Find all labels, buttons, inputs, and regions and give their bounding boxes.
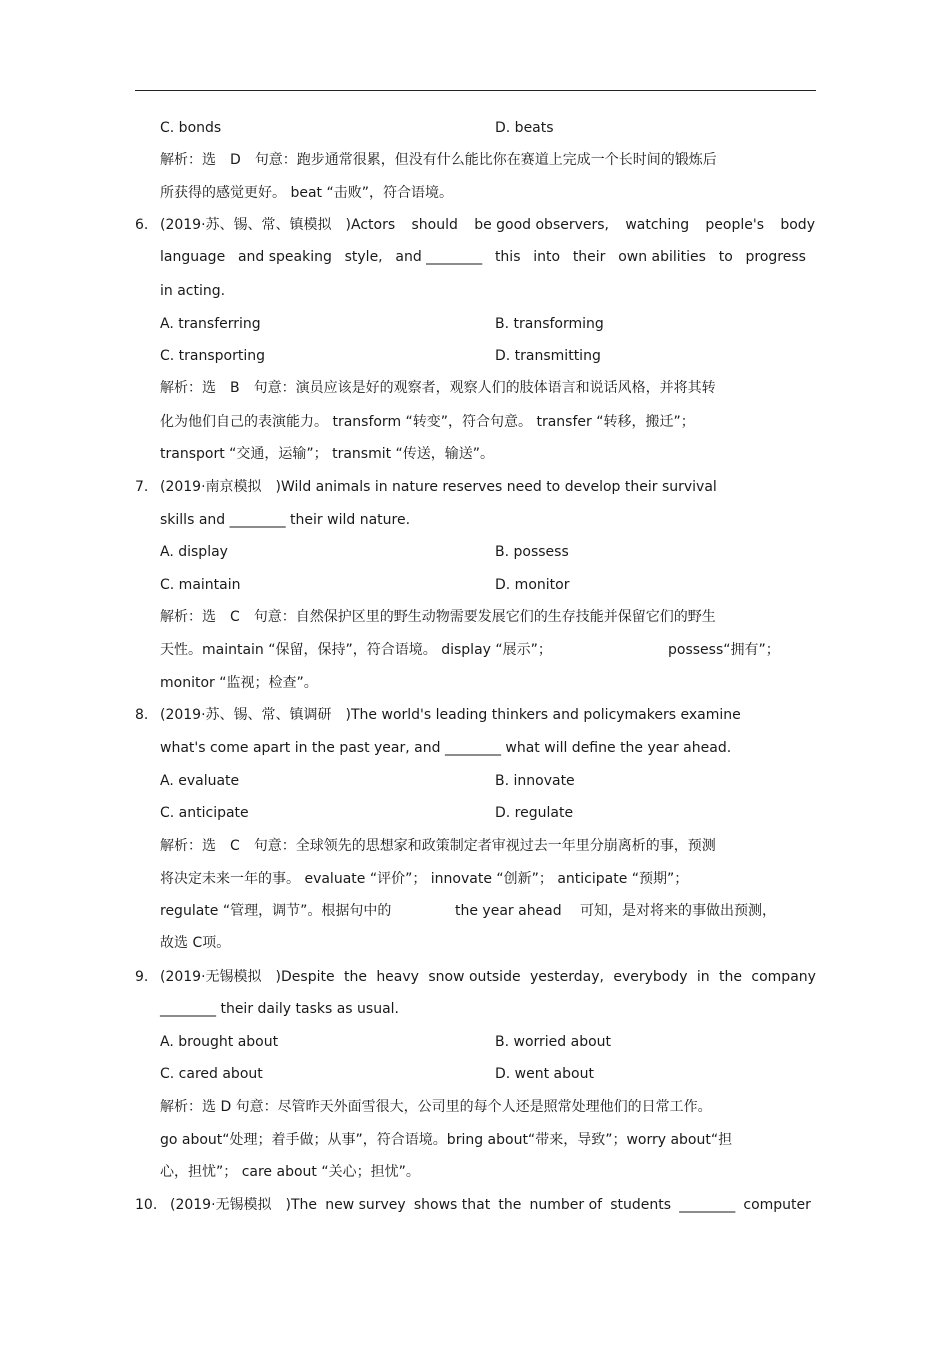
option-b: B. transforming bbox=[495, 316, 604, 332]
question-line: (2019·苏、锡、常、镇调研 )The world's leading thinkers and policymakers examine bbox=[160, 707, 741, 723]
question-line: in acting. bbox=[160, 283, 226, 299]
explanation-line: 可知，是对将来的事做出预测， bbox=[580, 903, 776, 919]
option-c: C. maintain bbox=[160, 577, 241, 593]
explanation-line: go about“处理；着手做；从事”，符合语境。bring about“带来，导致”；worry about“担 bbox=[160, 1132, 733, 1148]
option-c: C. anticipate bbox=[160, 805, 249, 821]
question-line: (2019·苏、锡、常、镇模拟 )Actors should be good observers, watching people's body bbox=[160, 217, 815, 233]
explanation-line: 解析：选 C 句意：全球领先的思想家和政策制定者审视过去一年里分崩离析的事，预测 bbox=[160, 838, 716, 854]
option-d: D. transmitting bbox=[495, 348, 601, 364]
option-a: A. evaluate bbox=[160, 773, 240, 789]
question-number: 10. bbox=[135, 1197, 158, 1213]
explanation-line: 天性。maintain “保留，保持”，符合语境。 display “展示”； bbox=[160, 642, 552, 658]
option-a: A. brought about bbox=[160, 1034, 279, 1050]
header-rule bbox=[135, 90, 816, 91]
option-d: D. beats bbox=[495, 120, 554, 136]
option-b: B. innovate bbox=[495, 773, 575, 789]
question-line: (2019·南京模拟 )Wild animals in nature reserves need to develop their survival bbox=[160, 479, 717, 495]
question-line: ________ their daily tasks as usual. bbox=[160, 1001, 399, 1017]
option-c: C. cared about bbox=[160, 1066, 263, 1082]
option-b: B. worried about bbox=[495, 1034, 612, 1050]
option-d: D. regulate bbox=[495, 805, 574, 821]
question-line: (2019·无锡模拟 )The new survey shows that the number of students ________ computer bbox=[170, 1197, 811, 1213]
option-d: D. went about bbox=[495, 1066, 594, 1082]
explanation-line: 解析：选 C 句意：自然保护区里的野生动物需要发展它们的生存技能并保留它们的野生 bbox=[160, 609, 716, 625]
explanation-line: 将决定未来一年的事。 evaluate “评价”； innovate “创新”； anticipate “预期”； bbox=[160, 871, 689, 887]
option-a: A. display bbox=[160, 544, 228, 560]
explanation-line: 化为他们自己的表演能力。 transform “转变”，符合句意。 transfer “转移，搬迁”； bbox=[160, 414, 695, 430]
explanation-line: 解析：选 B 句意：演员应该是好的观察者，观察人们的肢体语言和说话风格，并将其转 bbox=[160, 380, 716, 396]
question-line: (2019·无锡模拟 )Despite the heavy snow outside yesterday, everybody in the company bbox=[160, 969, 816, 985]
question-number: 6. bbox=[135, 217, 149, 233]
explanation-line: the year ahead bbox=[455, 903, 562, 919]
explanation-line: 心，担忧”； care about “关心；担忧”。 bbox=[160, 1164, 420, 1180]
option-c: C. transporting bbox=[160, 348, 266, 364]
question-number: 7. bbox=[135, 479, 149, 495]
explanation-line: 解析：选 D 句意：跑步通常很累，但没有什么能比你在赛道上完成一个长时间的锻炼后 bbox=[160, 152, 717, 168]
explanation-line: 解析：选 D 句意：尽管昨天外面雪很大，公司里的每个人还是照常处理他们的日常工作。 bbox=[160, 1099, 712, 1115]
explanation-line: possess“拥有”； bbox=[668, 642, 780, 658]
explanation-line: regulate “管理，调节”。根据句中的 bbox=[160, 903, 392, 919]
question-line: what's come apart in the past year, and ________ what will define the year ahead. bbox=[160, 740, 732, 756]
explanation-line: monitor “监视；检查”。 bbox=[160, 675, 318, 691]
option-a: A. transferring bbox=[160, 316, 261, 332]
question-line: skills and ________ their wild nature. bbox=[160, 512, 411, 528]
option-b: B. possess bbox=[495, 544, 569, 560]
option-c: C. bonds bbox=[160, 120, 222, 136]
explanation-line: 所获得的感觉更好。 beat “击败”，符合语境。 bbox=[160, 185, 453, 201]
explanation-line: 故选 C项。 bbox=[160, 935, 231, 951]
question-number: 8. bbox=[135, 707, 149, 723]
explanation-line: transport “交通，运输”； transmit “传送，输送”。 bbox=[160, 446, 495, 462]
option-d: D. monitor bbox=[495, 577, 570, 593]
question-number: 9. bbox=[135, 969, 149, 985]
question-line: language and speaking style, and ________ this into their own abilities to progress bbox=[160, 249, 806, 265]
